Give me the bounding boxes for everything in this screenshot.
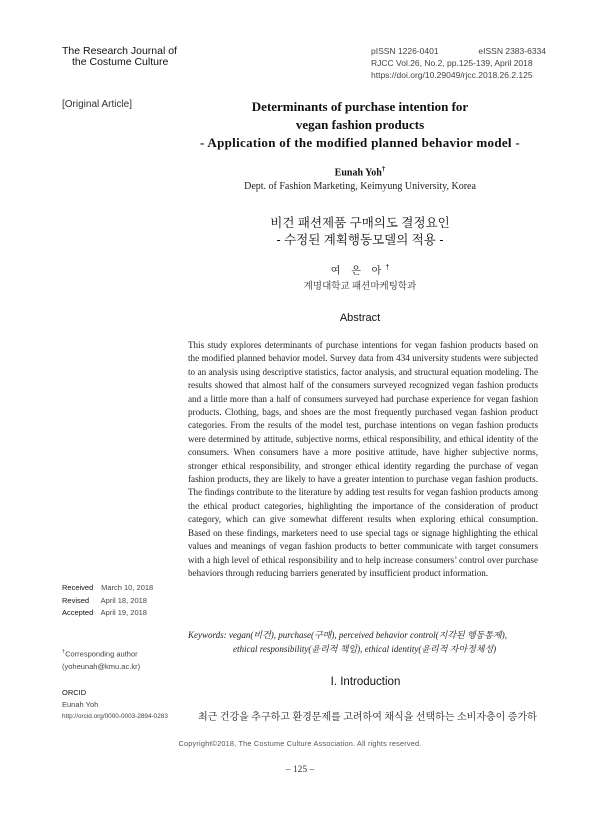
accepted-label: Accepted: [62, 608, 94, 617]
corresponding-author: [62, 646, 140, 673]
corresponding-label: Corresponding author: [65, 649, 138, 659]
korean-title-line2: - 수정된 계획행동모델의 적용 -: [276, 233, 444, 247]
korean-author: [150, 262, 570, 277]
keywords-line1: Keywords: vegan(비건), purchase(구매), perceived behavior control(지각된 행동통제),: [188, 630, 507, 640]
received-label: Received: [62, 583, 94, 592]
corresponding-email[interactable]: (yoheunah@kmu.ac.kr): [62, 661, 141, 671]
article-type: [Original Article]: [62, 99, 133, 110]
doi-link[interactable]: https://doi.org/10.29049/rjcc.2018.26.2.125: [371, 70, 533, 80]
copyright: Copyright©2018, The Costume Culture Association. All rights reserved.: [178, 739, 422, 748]
citation: RJCC Vol.26, No.2, pp.125-139, April 2018: [371, 58, 533, 68]
keywords: [188, 628, 544, 656]
article-dates: [62, 582, 153, 620]
revised-date: April 18, 2018: [100, 595, 147, 605]
article-title: [150, 98, 570, 152]
title-line2: vegan fashion products: [295, 117, 425, 132]
journal-name-line1: The Research Journal of: [62, 45, 177, 57]
pissn: pISSN 1226-0401: [371, 46, 439, 56]
keywords-line2: ethical responsibility(윤리적 책임), ethical identity(윤리적 자아정체성): [233, 644, 497, 654]
journal-name: [62, 46, 177, 68]
eissn: eISSN 2383-6334: [478, 46, 546, 56]
author-affiliation: Dept. of Fashion Marketing, Keimyung University, Korea: [244, 181, 476, 192]
author: [150, 165, 570, 178]
abstract-heading: Abstract: [339, 312, 381, 324]
author-mark: †: [381, 165, 386, 173]
korean-affiliation: 계명대학교 패션마케팅학과: [303, 282, 417, 292]
received-date: March 10, 2018: [101, 583, 154, 592]
korean-title: [150, 215, 570, 249]
abstract-text: This study explores determinants of purchase intentions for vegan fashion products based on the modified planned behavior model. Survey data from 434 university students were subjected to an analysis using descriptive statistics, factor analysis, and structural equation modeling. The results showed that almost half of the consumers surveyed recognized vegan fashion products and a little more than a half of consumers surveyed had purchase experience for vegan fashion products. Clothing, bags, and shoes are the most frequently purchased vegan fashion product categories. From the results of the model test, purchase intentions on vegan fashion products were determined by attitude, subjective norms, ethical responsibility, and ethical identity of the consumers. When consumers have a more positive attitude, have higher subjective norms, stronger ethical responsibility, and stronger ethical identity regarding the purchase of vegan fashion products, they are likely to have a greater intention to purchase vegan fashion products. The findings contribute to the literature by adding test results for vegan fashion products among the ethical product categories, highlighting the importance of the consideration of product category, which can give somewhat different results when exploring ethical consumption. Based on these findings, marketers need to use special tags or signage highlighting the ethical values and meanings of vegan fashion products to better communicate with target consumers with a high level of ethical responsibility and to help increase consumers’ control over purchase behaviors through reducing barriers generated by insufficient product information.: [188, 340, 538, 578]
orcid-block: [62, 687, 168, 723]
introduction-heading: I. Introduction: [330, 676, 401, 688]
accepted-date: April 19, 2018: [100, 608, 147, 617]
introduction-text: 최근 건강을 추구하고 환경문제를 고려하여 채식을 선택하는 소비자층이 증가하: [198, 712, 537, 723]
journal-name-line2: the Costume Culture: [72, 56, 169, 68]
korean-author-mark: †: [385, 264, 390, 272]
korean-title-line1: 비건 패션제품 구매의도 결정요인: [270, 216, 450, 230]
publication-meta: [371, 45, 546, 81]
corresponding-mark: †: [62, 649, 66, 655]
korean-author-name: 여 은 아: [330, 266, 386, 277]
orcid-name: Eunah Yoh: [62, 700, 99, 709]
orcid-heading: ORCID: [62, 688, 87, 697]
orcid-link[interactable]: http://orcid.org/0000-0003-2894-0283: [62, 713, 168, 720]
revised-label: Revised: [62, 595, 90, 605]
title-line1: Determinants of purchase intention for: [251, 99, 469, 114]
title-subtitle: - Application of the modified planned behavior model -: [199, 135, 521, 150]
page-number: – 125 –: [285, 765, 315, 775]
author-name: Eunah Yoh: [334, 167, 382, 179]
